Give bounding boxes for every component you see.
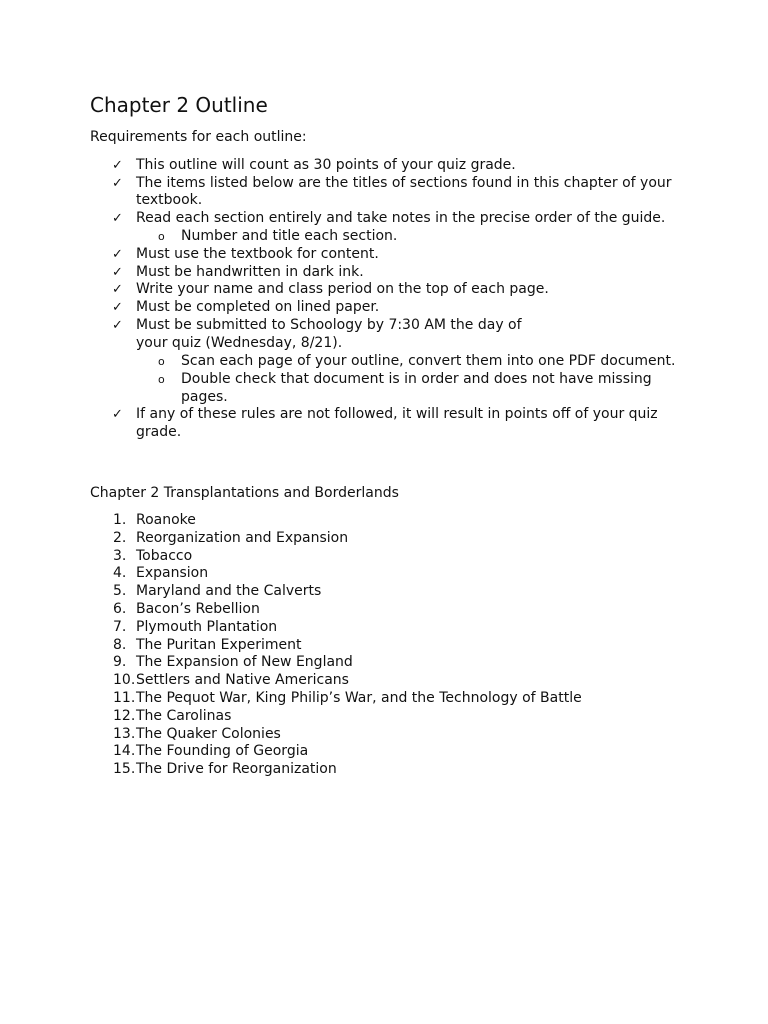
checkmark-icon: ✓ — [112, 282, 123, 298]
requirement-item — [90, 317, 690, 407]
section-item — [90, 601, 690, 619]
section-number: 11. — [113, 689, 136, 706]
section-number: 6. — [113, 600, 127, 617]
section-number: 1. — [113, 512, 127, 528]
section-number: 10. — [113, 672, 136, 689]
requirement-text: Must be completed on lined paper. — [136, 299, 380, 316]
checkmark-icon: ✓ — [112, 407, 123, 423]
section-number: 9. — [113, 654, 127, 671]
section-item — [90, 583, 690, 601]
requirement-text: Write your name and class period on the top of each page. — [136, 281, 549, 298]
requirement-subitem — [136, 353, 690, 371]
requirement-sublist — [136, 353, 690, 407]
circle-bullet-icon: o — [158, 372, 165, 386]
requirement-sublist — [136, 228, 690, 246]
requirement-text: Must be submitted to Schoology by 7:30 AM the day of your quiz (Wednesday, 8/21). — [136, 316, 522, 351]
section-title: The Founding of Georgia — [136, 743, 309, 760]
checkmark-icon: ✓ — [112, 264, 123, 280]
section-title: Tobacco — [136, 547, 193, 564]
section-title: Plymouth Plantation — [136, 618, 278, 635]
checkmark-icon: ✓ — [112, 175, 123, 191]
section-title: Bacon’s Rebellion — [136, 600, 260, 617]
requirement-text: The items listed below are the titles of sections found in this chapter of your textbook. — [136, 174, 672, 209]
requirement-text: Read each section entirely and take notes in the precise order of the guide. — [136, 210, 666, 227]
section-item — [90, 512, 690, 530]
section-title: Reorganization and Expansion — [136, 529, 349, 546]
section-title: The Puritan Experiment — [136, 636, 302, 653]
requirements-intro: Requirements for each outline: — [90, 129, 307, 145]
section-item — [90, 708, 690, 726]
checkmark-icon: ✓ — [112, 317, 123, 333]
requirements-list — [90, 157, 690, 442]
section-item — [90, 619, 690, 637]
requirement-item — [90, 157, 690, 175]
section-item — [90, 690, 690, 708]
section-number: 8. — [113, 636, 127, 653]
section-number: 5. — [113, 583, 127, 600]
requirement-subitem-text: Number and title each section. — [181, 228, 398, 245]
requirement-item — [90, 264, 690, 282]
section-number: 7. — [113, 618, 127, 635]
requirement-subitem-text: Scan each page of your outline, convert them into one PDF document. — [181, 352, 676, 369]
requirement-item — [90, 281, 690, 299]
section-number: 13. — [113, 725, 136, 742]
section-number: 3. — [113, 547, 127, 564]
circle-bullet-icon: o — [158, 354, 165, 368]
chapter-heading: Chapter 2 Transplantations and Borderlands — [90, 485, 399, 501]
section-item — [90, 672, 690, 690]
section-item — [90, 565, 690, 583]
section-number: 4. — [113, 565, 127, 582]
requirement-subitem — [136, 228, 690, 246]
section-item — [90, 548, 690, 566]
requirement-item — [90, 246, 690, 264]
requirement-item — [90, 175, 690, 210]
circle-bullet-icon: o — [158, 230, 165, 244]
page-title: Chapter 2 Outline — [90, 93, 268, 117]
section-item — [90, 743, 690, 761]
section-title: Maryland and the Calverts — [136, 583, 322, 600]
requirement-text: Must be handwritten in dark ink. — [136, 263, 364, 280]
section-item — [90, 726, 690, 744]
section-item — [90, 637, 690, 655]
section-item — [90, 530, 690, 548]
requirement-item — [90, 299, 690, 317]
section-title: The Expansion of New England — [136, 654, 353, 671]
section-item — [90, 654, 690, 672]
section-title: The Quaker Colonies — [136, 725, 281, 742]
requirement-text: Must use the textbook for content. — [136, 246, 379, 263]
checkmark-icon: ✓ — [112, 211, 123, 227]
section-number: 15. — [113, 761, 136, 778]
chapter-sections-list — [90, 512, 690, 779]
requirement-text: This outline will count as 30 points of your quiz grade. — [136, 157, 516, 173]
section-title: Roanoke — [136, 512, 196, 528]
requirement-item — [90, 210, 690, 246]
section-title: The Pequot War, King Philip’s War, and the Technology of Battle — [136, 689, 582, 706]
checkmark-icon: ✓ — [112, 158, 123, 173]
checkmark-icon: ✓ — [112, 247, 123, 263]
section-item — [90, 761, 690, 779]
section-number: 2. — [113, 529, 127, 546]
section-title: Expansion — [136, 565, 209, 582]
requirement-subitem — [136, 371, 690, 406]
checkmark-icon: ✓ — [112, 300, 123, 316]
requirement-subitem-text: Double check that document is in order and does not have missing pages. — [181, 370, 652, 405]
section-number: 14. — [113, 743, 136, 760]
section-title: The Carolinas — [136, 707, 232, 724]
section-number: 12. — [113, 707, 136, 724]
requirement-text: If any of these rules are not followed, it will result in points off of your quiz grade. — [136, 406, 658, 441]
requirement-item — [90, 406, 690, 441]
section-title: The Drive for Reorganization — [136, 761, 337, 778]
section-title: Settlers and Native Americans — [136, 672, 349, 689]
